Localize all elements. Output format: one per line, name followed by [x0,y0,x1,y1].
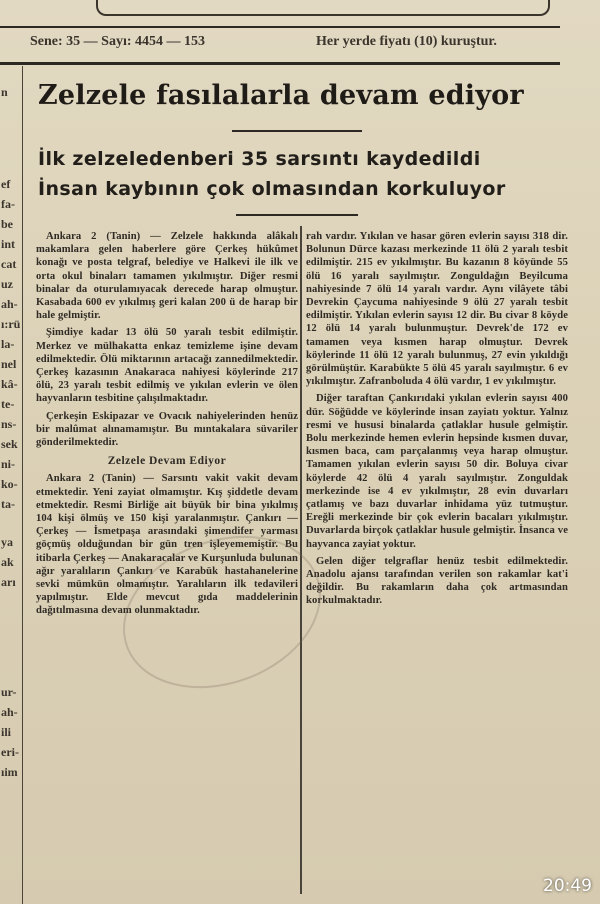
left-fragment-text: int [1,237,16,251]
left-fragment-text: ef [1,177,11,191]
left-column-fragment [0,66,23,904]
masthead-info [30,34,560,50]
subheadline-divider [236,214,358,216]
article-subheadline-2: İnsan kaybının çok olmasından korkuluyor [38,178,506,200]
masthead-rule-bottom [0,62,560,65]
issue-info: Sene: 35 — Sayı: 4454 — 153 [30,34,205,49]
col1-paragraph: Şimdiye kadar 13 ölü 50 yaralı tesbit edilmiştir. Merkez ve mülhakatta enkaz temizleme işine devam edilmektedir. Ölü miktarının artacağı zannedilmektedir. Çerkeş kazasının Anakaraca nahiyesi köylerinde 217 ölü, 23 yaralı tesbit edilmiş ve yıkılan evlerin ve ölen hayvanların tesbitine çalışılmaktadır. [36,327,298,405]
left-fragment-text: sek [1,437,18,451]
left-fragment-text: eri- [1,745,19,759]
left-fragment-text: ni- [1,457,16,471]
masthead-rule-top [0,26,560,28]
left-fragment-text: ah- [1,297,18,311]
left-fragment-text: te- [1,397,15,411]
masthead-frame [96,0,550,16]
headline-divider [232,130,362,132]
col1-paragraph: Ankara 2 (Tanin) — Zelzele hakkında alâkalı makamlara gelen haberlere göre Çerkeş hükûmet konağı ve posta telgraf, belediye ve Halkevi ile ilk ve orta okul binaları tamamen yıkılmıştır. Diğer resmi binalar da oturulamıyacak derecede harap olmuştur. Kasabada 600 ev yıkılmış geri kalan 200 ü de harap bir hale gelmiştir. [36,231,298,322]
col2-paragraph: Gelen diğer telgraflar henüz tesbit edilmektedir. Anadolu ajansı tarafından verilen son rakamlar kat'i değildir. Bu rakamların daha çok artmasından korkulmaktadır. [306,555,568,607]
article-column-2 [306,230,568,612]
left-fragment-text: ili [1,725,12,739]
left-fragment-text: ak [1,555,14,569]
left-fragment-text: nel [1,357,17,371]
left-fragment-text: ıim [1,765,18,779]
left-fragment-text: ya [1,535,13,549]
left-fragment-text: la- [1,337,15,351]
left-fragment-text: arı [1,575,16,589]
left-fragment-text: ta- [1,497,15,511]
left-fragment-text: kâ- [1,377,18,391]
left-fragment-text: uz [1,277,13,291]
left-fragment-text: ko- [1,477,18,491]
left-fragment-text: ur- [1,685,17,699]
left-fragment-text: ns- [1,417,17,431]
left-fragment-text: be [1,217,13,231]
left-fragment-text: ah- [1,705,18,719]
left-fragment-text: ı:rü [1,317,21,331]
article-subheadline-1: İlk zelzeledenberi 35 sarsıntı kaydedildi [38,148,481,170]
col1-paragraph: Ankara 2 (Tanin) — Sarsıntı vakit vakit devam etmektedir. Yeni zayiat olmamıştır. Kış şiddetle devam etmektedir. Resmi Birliğe ait büyük bir bina yıkılmış 104 kişi ölmüş ve 150 kişi yaralanmıştır. Çankırı — Çerkeş — İsmetpaşa arasındaki şimendifer yarması göçmüş olduğundan bir gün tren işleyememiştir. Bu itibarla Çerkeş — Anakaracalar ve Kurşunluda bulunan ağır yaralıların Çankırı ve Karabük hastahanelerine sevki mümkün olmamıştır. Yaralıların ilk tedavileri yapılmıştır. Elde mevcut gıda maddelerinin dağıtılmasına devam olunmaktadır. [36,473,298,617]
left-fragment-text: n [1,85,8,99]
col2-paragraph: rah vardır. Yıkılan ve hasar gören evlerin sayısı 318 dir. Bolunun Dürce kazası merkezinde 11 ölü 2 yaralı tesbit edilmiştir. 215 ev yıkılmıştır. Bu kazanın 8 köyünde 55 ölü 16 yaralı sayılmıştır. Zonguldağın Beyilcuma nahiyesinde 7 ölü 14 yaralı vardır. Aynı vilâyete tâbi Devrekin Çaycuma nahiyesinde 9 ölü 27 yaralı tesbit edilmiştir. Yıkılan evlerin sayısı 12 dir. Bu civar 8 köyde 12 ölü 14 yaralı bulunmuştur. Devrek'de 172 ev tamamen veya kısmen harap olmuştur. Devrek köylerinde 11 ölü 12 yaralı bulunmuş, 27 evin yıkıldığı görülmüştür. Karabükte 5 ölü 45 yaralı sayılmıştır. 6 ev yıkılmıştır. Zafranboluda 4 ölü vardır, 1 ev yıkılmıştır. [306,231,568,388]
col1-paragraph: Çerkeşin Eskipazar ve Ovacık nahiyelerinden henüz bir malûmat alınamamıştır. Bu mıntakalara süvariler gönderilmektedir. [36,410,298,449]
price-info: Her yerde fiyatı (10) kuruştur. [316,34,497,49]
col1-subhead: Zelzele Devam Ediyor [107,455,227,468]
col2-paragraph: Diğer taraftan Çankırıdaki yıkılan evlerin sayısı 400 dür. Söğüdde ve köylerinde insan zayiatı yoktur. Yalnız resmi ve hususi binalarda çatlaklar husule gelmiştir. Bolu merkezinde hemen evlerin hepsinde kısmen duvar, kısmen baca, cam parçalanmış veya harap olmuştur. Tamamen yıkılan evlerin sayısı 50 dir. Boluya civar köylerde 42 ölü 4 yaralı sayılmıştır. Zonguldak merkezinde ise 4 ev yıkılmıştır, 28 evin duvarları çatlamış ve bazı duvarlar inhidama yüz tutmuştur. Ereğli merkezinde bir çok evlerin bacaları yıkılmıştır. Duvarlarda birçok çatlaklar husule gelmiştir. İnsanca ve hayvanca zayiat yoktur. [306,393,568,550]
status-time: 20:49 [543,876,592,896]
left-fragment-text: cat [1,257,17,271]
article-headline: Zelzele fasılalarla devam ediyor [38,80,524,111]
left-fragment-text: fa- [1,197,15,211]
